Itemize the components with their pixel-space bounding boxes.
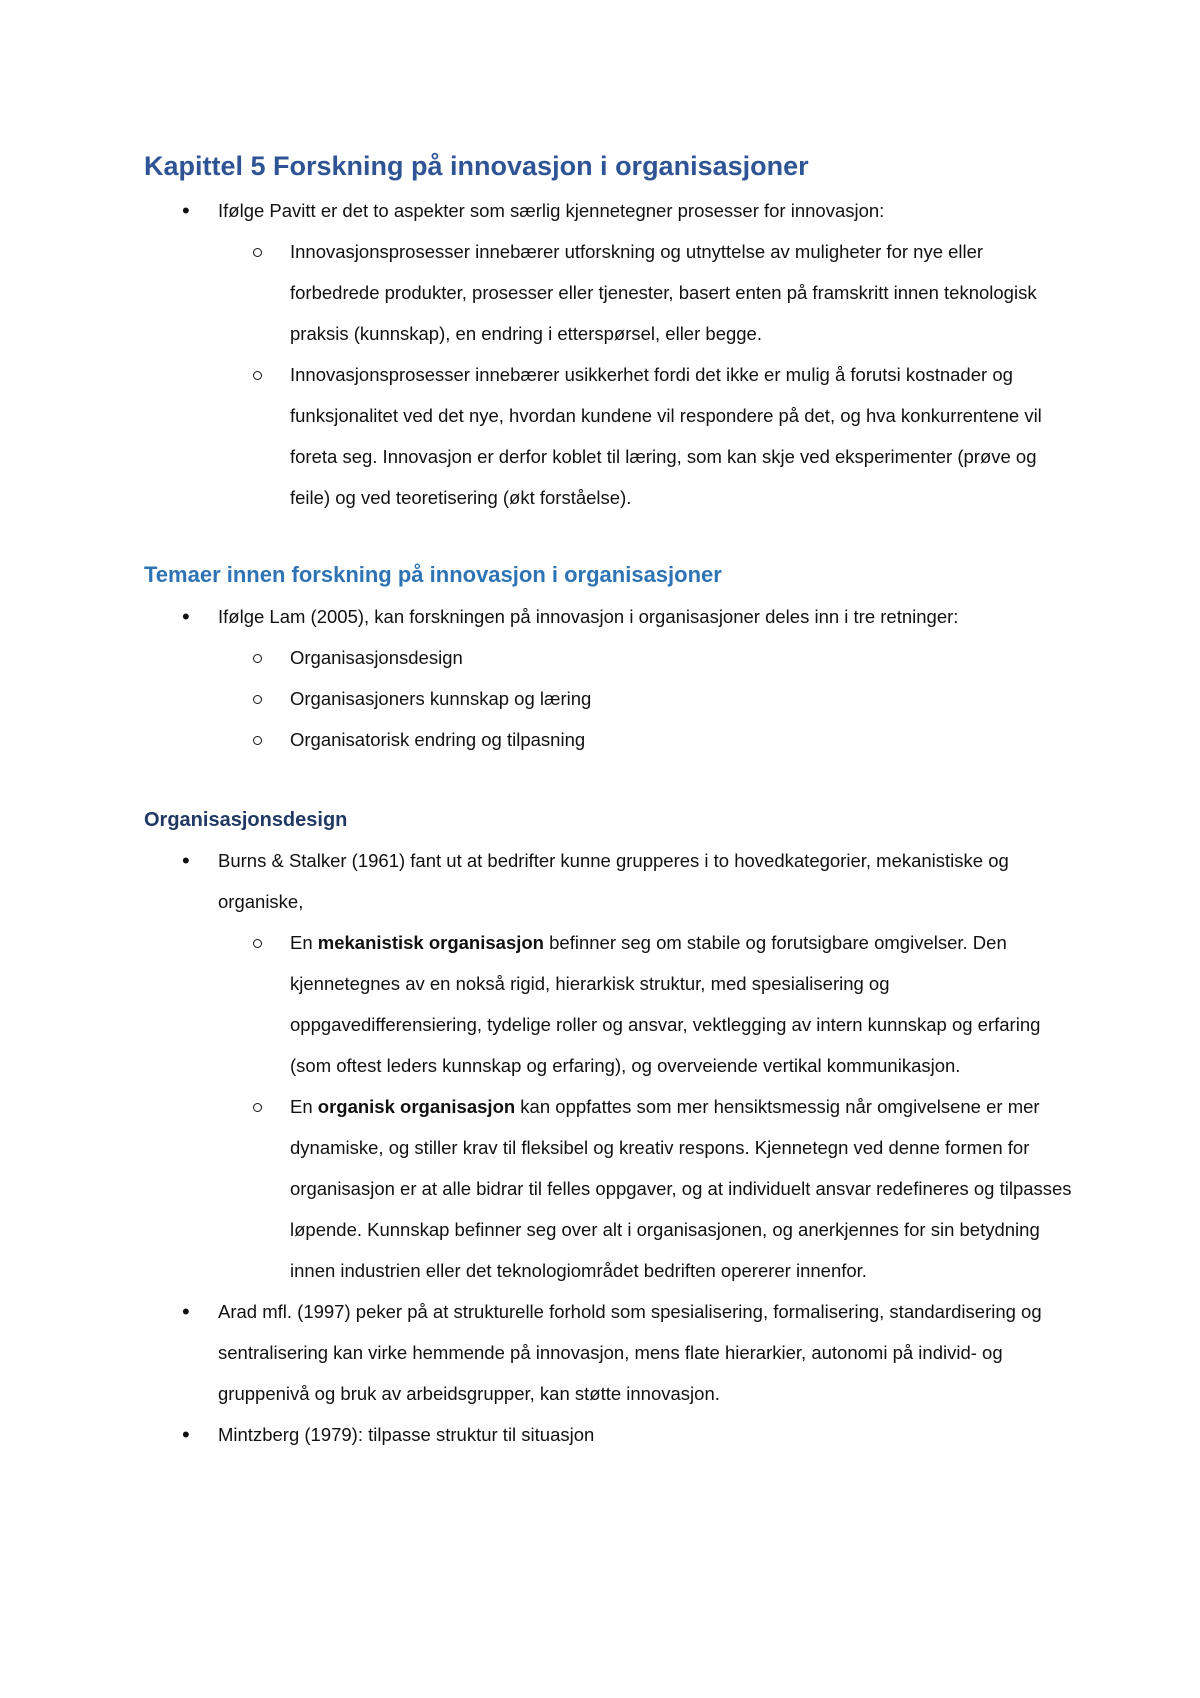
mech-prefix: En [290, 932, 318, 953]
bullet-text-burns-stalker: Burns & Stalker (1961) fant ut at bedrifter kunne grupperes i to hovedkategorier, mekanistiske og organiske, [218, 850, 1009, 912]
list-item [144, 840, 1074, 1291]
theme-item-change: Organisatorisk endring og tilpasning [290, 729, 586, 750]
sub-list-item [218, 637, 1074, 678]
org-term: organisk organisasjon [317, 1096, 516, 1117]
theme-item-design: Organisasjonsdesign [290, 647, 463, 668]
org-text: kan oppfattes som mer hensiktsmessig når omgivelsene er mer dynamiske, og stiller krav til fleksibel og kreativ respons. Kjennetegn ved denne formen for organisasjon er at alle bidrar til felles oppgaver, og at individuelt ansvar redefineres og tilpasses løpende. Kunnskap befinner seg over alt i organisasjonen, og anerkjennes for sin betydning innen industrien eller det teknologiområdet bedriften opererer innenfor. [290, 1096, 1072, 1281]
design-heading: Organisasjonsdesign [144, 809, 348, 831]
bullet-text-mintzberg: Mintzberg (1979): tilpasse struktur til situasjon [218, 1424, 595, 1445]
list-item [144, 1414, 1074, 1455]
sub-list-item [218, 231, 1074, 354]
sub-list-item [218, 354, 1074, 518]
sub-list-item [218, 678, 1074, 719]
lam-sublist [144, 637, 1074, 760]
bullet-text-pavitt: Ifølge Pavitt er det to aspekter som særlig kjennetegner prosesser for innovasjon: [218, 200, 885, 221]
sub-list-item [218, 1086, 1074, 1291]
burns-sublist [144, 922, 1074, 1291]
org-prefix: En [290, 1096, 318, 1117]
themes-list [144, 596, 1074, 760]
list-item [144, 596, 1074, 760]
bullet-text-lam: Ifølge Lam (2005), kan forskningen på innovasjon i organisasjoner deles inn i tre retninger: [218, 606, 959, 627]
list-item [144, 190, 1074, 518]
pavitt-sublist [144, 231, 1074, 518]
sub-list-item [218, 922, 1074, 1086]
theme-item-knowledge: Organisasjoners kunnskap og læring [290, 688, 592, 709]
document-content [144, 146, 1074, 1455]
bullet-text-arad: Arad mfl. (1997) peker på at strukturelle forhold som spesialisering, formalisering, standardisering og sentralisering kan virke hemmende på innovasjon, mens flate hierarkier, autonomi på individ- og gruppenivå og bruk av arbeidsgrupper, kan støtte innovasjon. [218, 1301, 1042, 1404]
chapter-heading: Kapittel 5 Forskning på innovasjon i organisasjoner [144, 151, 809, 181]
mech-term: mekanistisk organisasjon [317, 932, 544, 953]
mech-text: befinner seg om stabile og forutsigbare omgivelser. Den kjennetegnes av en nokså rigid, hierarkisk struktur, med spesialisering og oppgavedifferensiering, tydelige roller og ansvar, vektlegging av intern kunnskap og erfaring (som oftest leders kunnskap og erfaring), og overveiende vertikal kommunikasjon. [290, 932, 1041, 1076]
chapter-list [144, 190, 1074, 518]
list-item [144, 1291, 1074, 1414]
sub-list-item [218, 719, 1074, 760]
themes-heading: Temaer innen forskning på innovasjon i organisasjoner [144, 562, 722, 587]
design-list [144, 840, 1074, 1455]
sub-text-uncertainty: Innovasjonsprosesser innebærer usikkerhet fordi det ikke er mulig å forutsi kostnader og funksjonalitet ved det nye, hvordan kundene vil respondere på det, og hva konkurrentene vil foreta seg. Innovasjon er derfor koblet til læring, som kan skje ved eksperimenter (prøve og feile) og ved teoretisering (økt forståelse). [290, 364, 1042, 508]
sub-text-exploration: Innovasjonsprosesser innebærer utforskning og utnyttelse av muligheter for nye eller forbedrede produkter, prosesser eller tjenester, basert enten på framskritt innen teknologisk praksis (kunnskap), en endring i etterspørsel, eller begge. [290, 241, 1037, 344]
